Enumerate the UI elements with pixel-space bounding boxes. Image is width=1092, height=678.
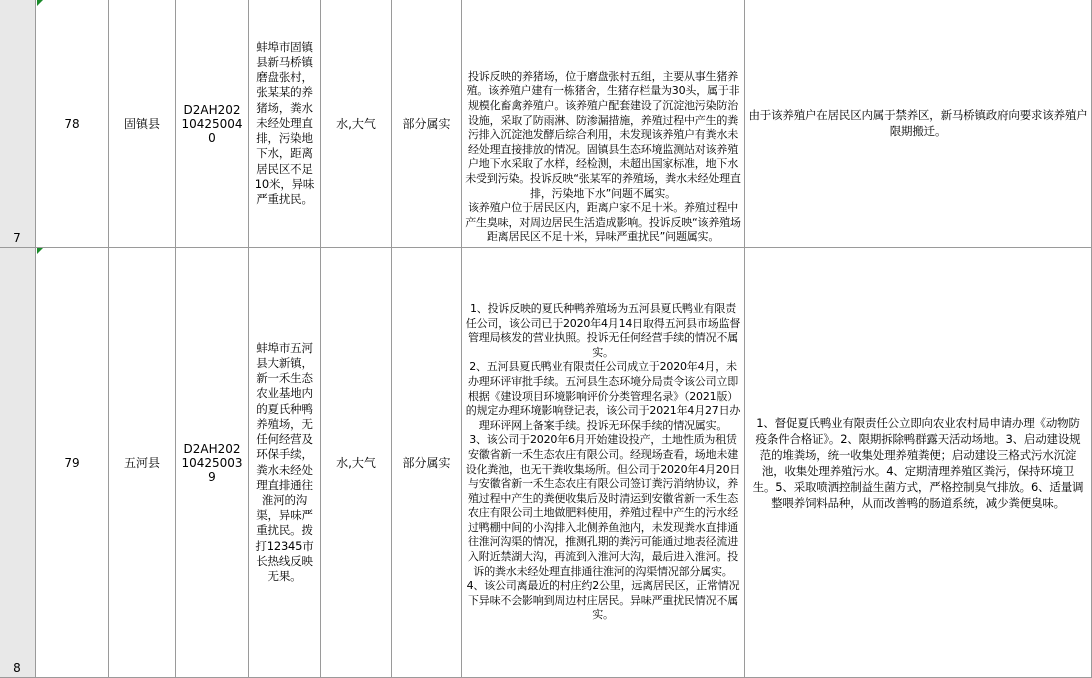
row-number: 8 [13,661,21,675]
finding-paragraph: 该养殖户位于居民区内，距离户家不足十米。养殖过程中产生臭味，对周边居民生活造成影响。投诉反映“该养殖场距离居民区不足十米，异味严重扰民”问题属实。 [465,201,741,244]
finding-paragraph: 1、投诉反映的夏氏种鸭养殖场为五河县夏氏鸭业有限责任公司，该公司已于2020年4月14日取得五河县市场监督管理局核发的营业执照。投诉无任何经营手续的情况不属实。 [465,301,741,359]
cell-marker-icon [37,248,43,254]
cell-marker-icon [37,0,43,6]
location-cell[interactable]: 蚌埠市五河县大新镇，新一禾生态农业基地内的夏氏种鸭养殖场，无任何经营及环保手续，粪水未经处理直排通往淮河的沟渠，异味严重扰民。拨打12345市长热线反映无果。 [249,248,321,678]
finding-paragraph: 2、五河县夏氏鸭业有限责任公司成立于2020年4月，未办理环评审批手续。五河县生态环境分局责令该公司立即根据《建设项目环境影响评价分类管理名录》（2021版）的规定办理环境影响登记表，该公司于2021年4月27日办理环评网上备案手续。投诉无环保手续的情况属实。 [465,360,741,432]
seq-cell[interactable]: 78 [36,0,109,248]
findings-cell[interactable] [462,248,745,678]
measures-cell[interactable]: 1、督促夏氏鸭业有限责任公立即向农业农村局申请办理《动物防疫条件合格证》。2、限期拆除鸭群露天活动场地。3、启动建设规范的堆粪场，统一收集处理养殖粪便；启动建设三格式污水沉淀池，收集处理养殖污水。4、定期清理养殖区粪污，保持环境卫生。5、采取喷洒控制益生菌方式，严格控制臭气排放。6、适量调整喂养饲料品种，从而改善鸭的肠道系统，减少粪便臭味。 [745,248,1092,678]
finding-paragraph: 3、该公司于2020年6月开始建设投产，土地性质为租赁安徽省新一禾生态农庄有限公司。经现场查看，场地未建设化粪池，也无干粪收集场所。但公司于2020年4月20日与安徽省新一禾生态农庄有限公司签订粪污消纳协议，养殖过程中产生的粪便收集后及时清运到安徽省新一禾生态农庄有限公司土地做肥料使用，养殖过程中产生的污水经过鸭棚中间的小沟排入北侧养鱼池内，未发现粪水直排通往淮河沟渠的情况，推测孔期的粪污可能通过地表径流进入附近禁湖大沟，再流到入淮河大沟，最后进入淮河。投诉的粪水未经处理直排通往淮河的沟渠情况部分属实。 [465,433,741,578]
pollution-cell[interactable]: 水,大气 [321,248,392,678]
county-cell[interactable]: 固镇县 [109,0,176,248]
seq-cell[interactable]: 79 [36,248,109,678]
findings-cell[interactable] [462,0,745,248]
finding-paragraph: 投诉反映的养猪场，位于磨盘张村五组，主要从事生猪养殖。该养殖户建有一栋猪舍，生猪存栏量为30头，属于非规模化畜禽养殖户。该养殖户配套建设了沉淀池污染防治设施，采取了防雨淋、防渗漏措施，养殖过程中产生的粪污排入沉淀池发酵后综合利用，未发现该养殖户有粪水未经处理直接排放的情况。固镇县生态环境监测站对该养殖户地下水采取了水样，经检测，未超出国家标准，地下水未受到污染。投诉反映“张某军的养殖场，粪水未经处理直排，污染地下水”问题不属实。 [465,69,741,200]
finding-paragraph: 4、该公司离最近的村庄约2公里，远离居民区，正常情况下异味不会影响到周边村庄居民。异味严重扰民情况不属实。 [466,579,740,622]
measures-cell[interactable]: 由于该养殖户在居民区内属于禁养区，新马桥镇政府向要求该养殖户限期搬迁。 [745,0,1092,248]
location-cell[interactable]: 蚌埠市固镇县新马桥镇磨盘张村，张某某的养猪场，粪水未经处理直排，污染地下水，距离居民区不足10米，异味严重扰民。 [249,0,321,248]
code-cell[interactable]: D2AH202104250039 [176,248,249,678]
row-header-7[interactable] [0,0,36,248]
row-number: 7 [13,231,21,245]
code-cell[interactable]: D2AH202104250040 [176,0,249,248]
pollution-cell[interactable]: 水,大气 [321,0,392,248]
status-cell[interactable]: 部分属实 [392,248,462,678]
county-cell[interactable]: 五河县 [109,248,176,678]
status-cell[interactable]: 部分属实 [392,0,462,248]
row-header-8[interactable] [0,248,36,678]
